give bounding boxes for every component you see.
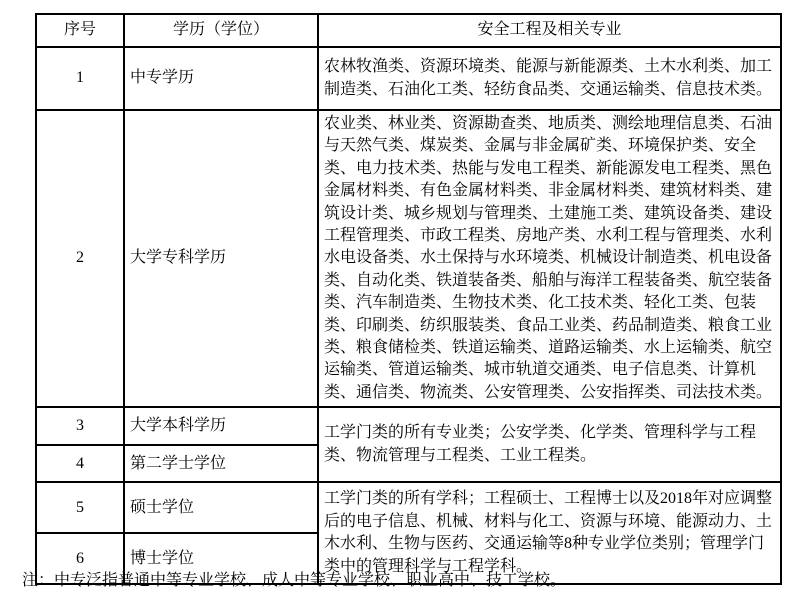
degree-cell: 大学专科学历: [124, 110, 318, 407]
seq-cell: 4: [36, 445, 124, 482]
majors-cell: 农林牧渔类、资源环境类、能源与新能源类、土木水利类、加工制造类、石油化工类、轻纺食品类、交通运输类、信息技术类。: [318, 47, 781, 110]
header-cell-degree: 学历（学位）: [124, 14, 318, 47]
table-row: [36, 47, 781, 110]
degree-cell: 硕士学位: [124, 482, 318, 533]
seq-cell: 5: [36, 482, 124, 533]
majors-cell-merged: 工学门类的所有学科；工程硕士、工程博士以及2018年对应调整后的电子信息、机械、材料与化工、资源与环境、能源动力、土木水利、生物与医药、交通运输等8种专业学位类别；管理学门类中的管理科学与工程学科。: [318, 482, 781, 584]
footnote: 注：中专泛指普通中等专业学校、成人中等专业学校、职业高中、技工学校。: [22, 572, 567, 589]
table-row: [36, 482, 781, 533]
degree-cell: 中专学历: [124, 47, 318, 110]
table-header-row: [36, 14, 781, 47]
table-row: [36, 407, 781, 445]
degree-cell: 大学本科学历: [124, 407, 318, 445]
majors-cell: 农业类、林业类、资源勘查类、地质类、测绘地理信息类、石油与天然气类、煤炭类、金属与非金属矿类、环境保护类、安全类、电力技术类、热能与发电工程类、新能源发电工程类、黑色金属材料类、有色金属材料类、非金属材料类、建筑材料类、建筑设计类、城乡规划与管理类、土建施工类、建筑设备类、建设工程管理类、市政工程类、房地产类、水利工程与管理类、水利水电设备类、水土保持与水环境类、机械设计制造类、机电设备类、自动化类、铁道装备类、船舶与海洋工程装备类、航空装备类、汽车制造类、生物技术类、化工技术类、轻化工类、包装类、印刷类、纺织服装类、食品工业类、药品制造类、粮食工业类、粮食储检类、铁道运输类、道路运输类、水上运输类、航空运输类、管道运输类、城市轨道交通类、电子信息类、计算机类、通信类、物流类、公安管理类、公安指挥类、司法技术类。: [318, 110, 781, 407]
seq-cell: 2: [36, 110, 124, 407]
table-row: [36, 110, 781, 407]
seq-cell: 1: [36, 47, 124, 110]
degree-cell: 博士学位: [124, 533, 318, 584]
seq-cell: 3: [36, 407, 124, 445]
header-cell-seq: 序号: [36, 14, 124, 47]
degree-cell: 第二学士学位: [124, 445, 318, 482]
education-majors-table: [35, 13, 782, 585]
seq-cell: 6: [36, 533, 124, 584]
majors-cell-merged: 工学门类的所有专业类；公安学类、化学类、管理科学与工程类、物流管理与工程类、工业工程类。: [318, 407, 781, 482]
header-cell-majors: 安全工程及相关专业: [318, 14, 781, 47]
